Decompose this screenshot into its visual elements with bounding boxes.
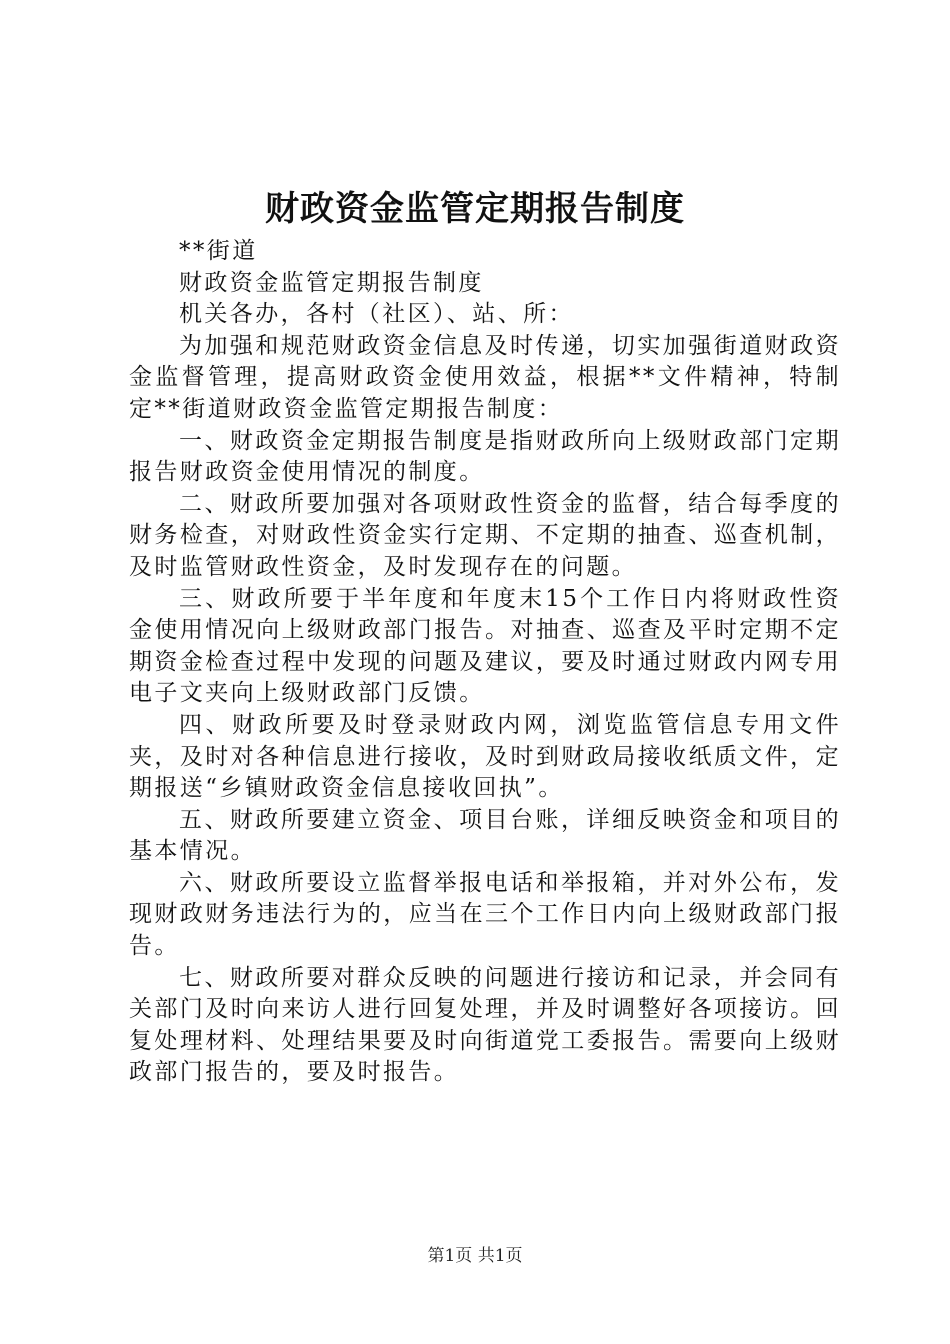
addressee-line: 机关各办，各村（社区）、站、所：	[179, 301, 574, 328]
clause-7: 七、财政所要对群众反映的问题进行接访和记录，并会同有关部门及时向来访人进行回复处理，并及时调整好各项接访。回复处理材料、处理结果要及时向街道党工委报告。需要向上级财政部门报告的，要及时报告。	[129, 964, 841, 1086]
clause-4: 四、财政所要及时登录财政内网，浏览监管信息专用文件夹，及时对各种信息进行接收，及时到财政局接收纸质文件，定期报送“乡镇财政资金信息接收回执”。	[129, 711, 841, 802]
clause-1: 一、财政资金定期报告制度是指财政所向上级财政部门定期报告财政资金使用情况的制度。	[129, 427, 841, 486]
clause-2: 二、财政所要加强对各项财政性资金的监督，结合每季度的财务检查，对财政性资金实行定期、不定期的抽查、巡查机制，及时监管财政性资金，及时发现存在的问题。	[129, 490, 841, 580]
clause-3: 三、财政所要于半年度和年度末15个工作日内将财政性资金使用情况向上级财政部门报告。对抽查、巡查及平时定期不定期资金检查过程中发现的问题及建议，要及时通过财政内网专用电子文夹向上级财政部门反馈。	[129, 585, 841, 707]
page-footer: 第1页 共1页	[427, 1246, 523, 1266]
clause-5: 五、财政所要建立资金、项目台账，详细反映资金和项目的基本情况。	[129, 806, 841, 865]
intro-paragraph: 为加强和规范财政资金信息及时传递，切实加强街道财政资金监督管理，提高财政资金使用效益，根据**文件精神，特制定**街道财政资金监管定期报告制度：	[129, 332, 841, 422]
document-body	[129, 236, 841, 1089]
clause-6: 六、财政所要设立监督举报电话和举报箱，并对外公布，发现财政财务违法行为的，应当在三个工作日内向上级财政部门报告。	[129, 869, 841, 960]
document-title: 财政资金监管定期报告制度	[265, 189, 685, 229]
issuer-line: **街道	[179, 238, 258, 264]
subtitle-line: 财政资金监管定期报告制度	[179, 269, 484, 296]
